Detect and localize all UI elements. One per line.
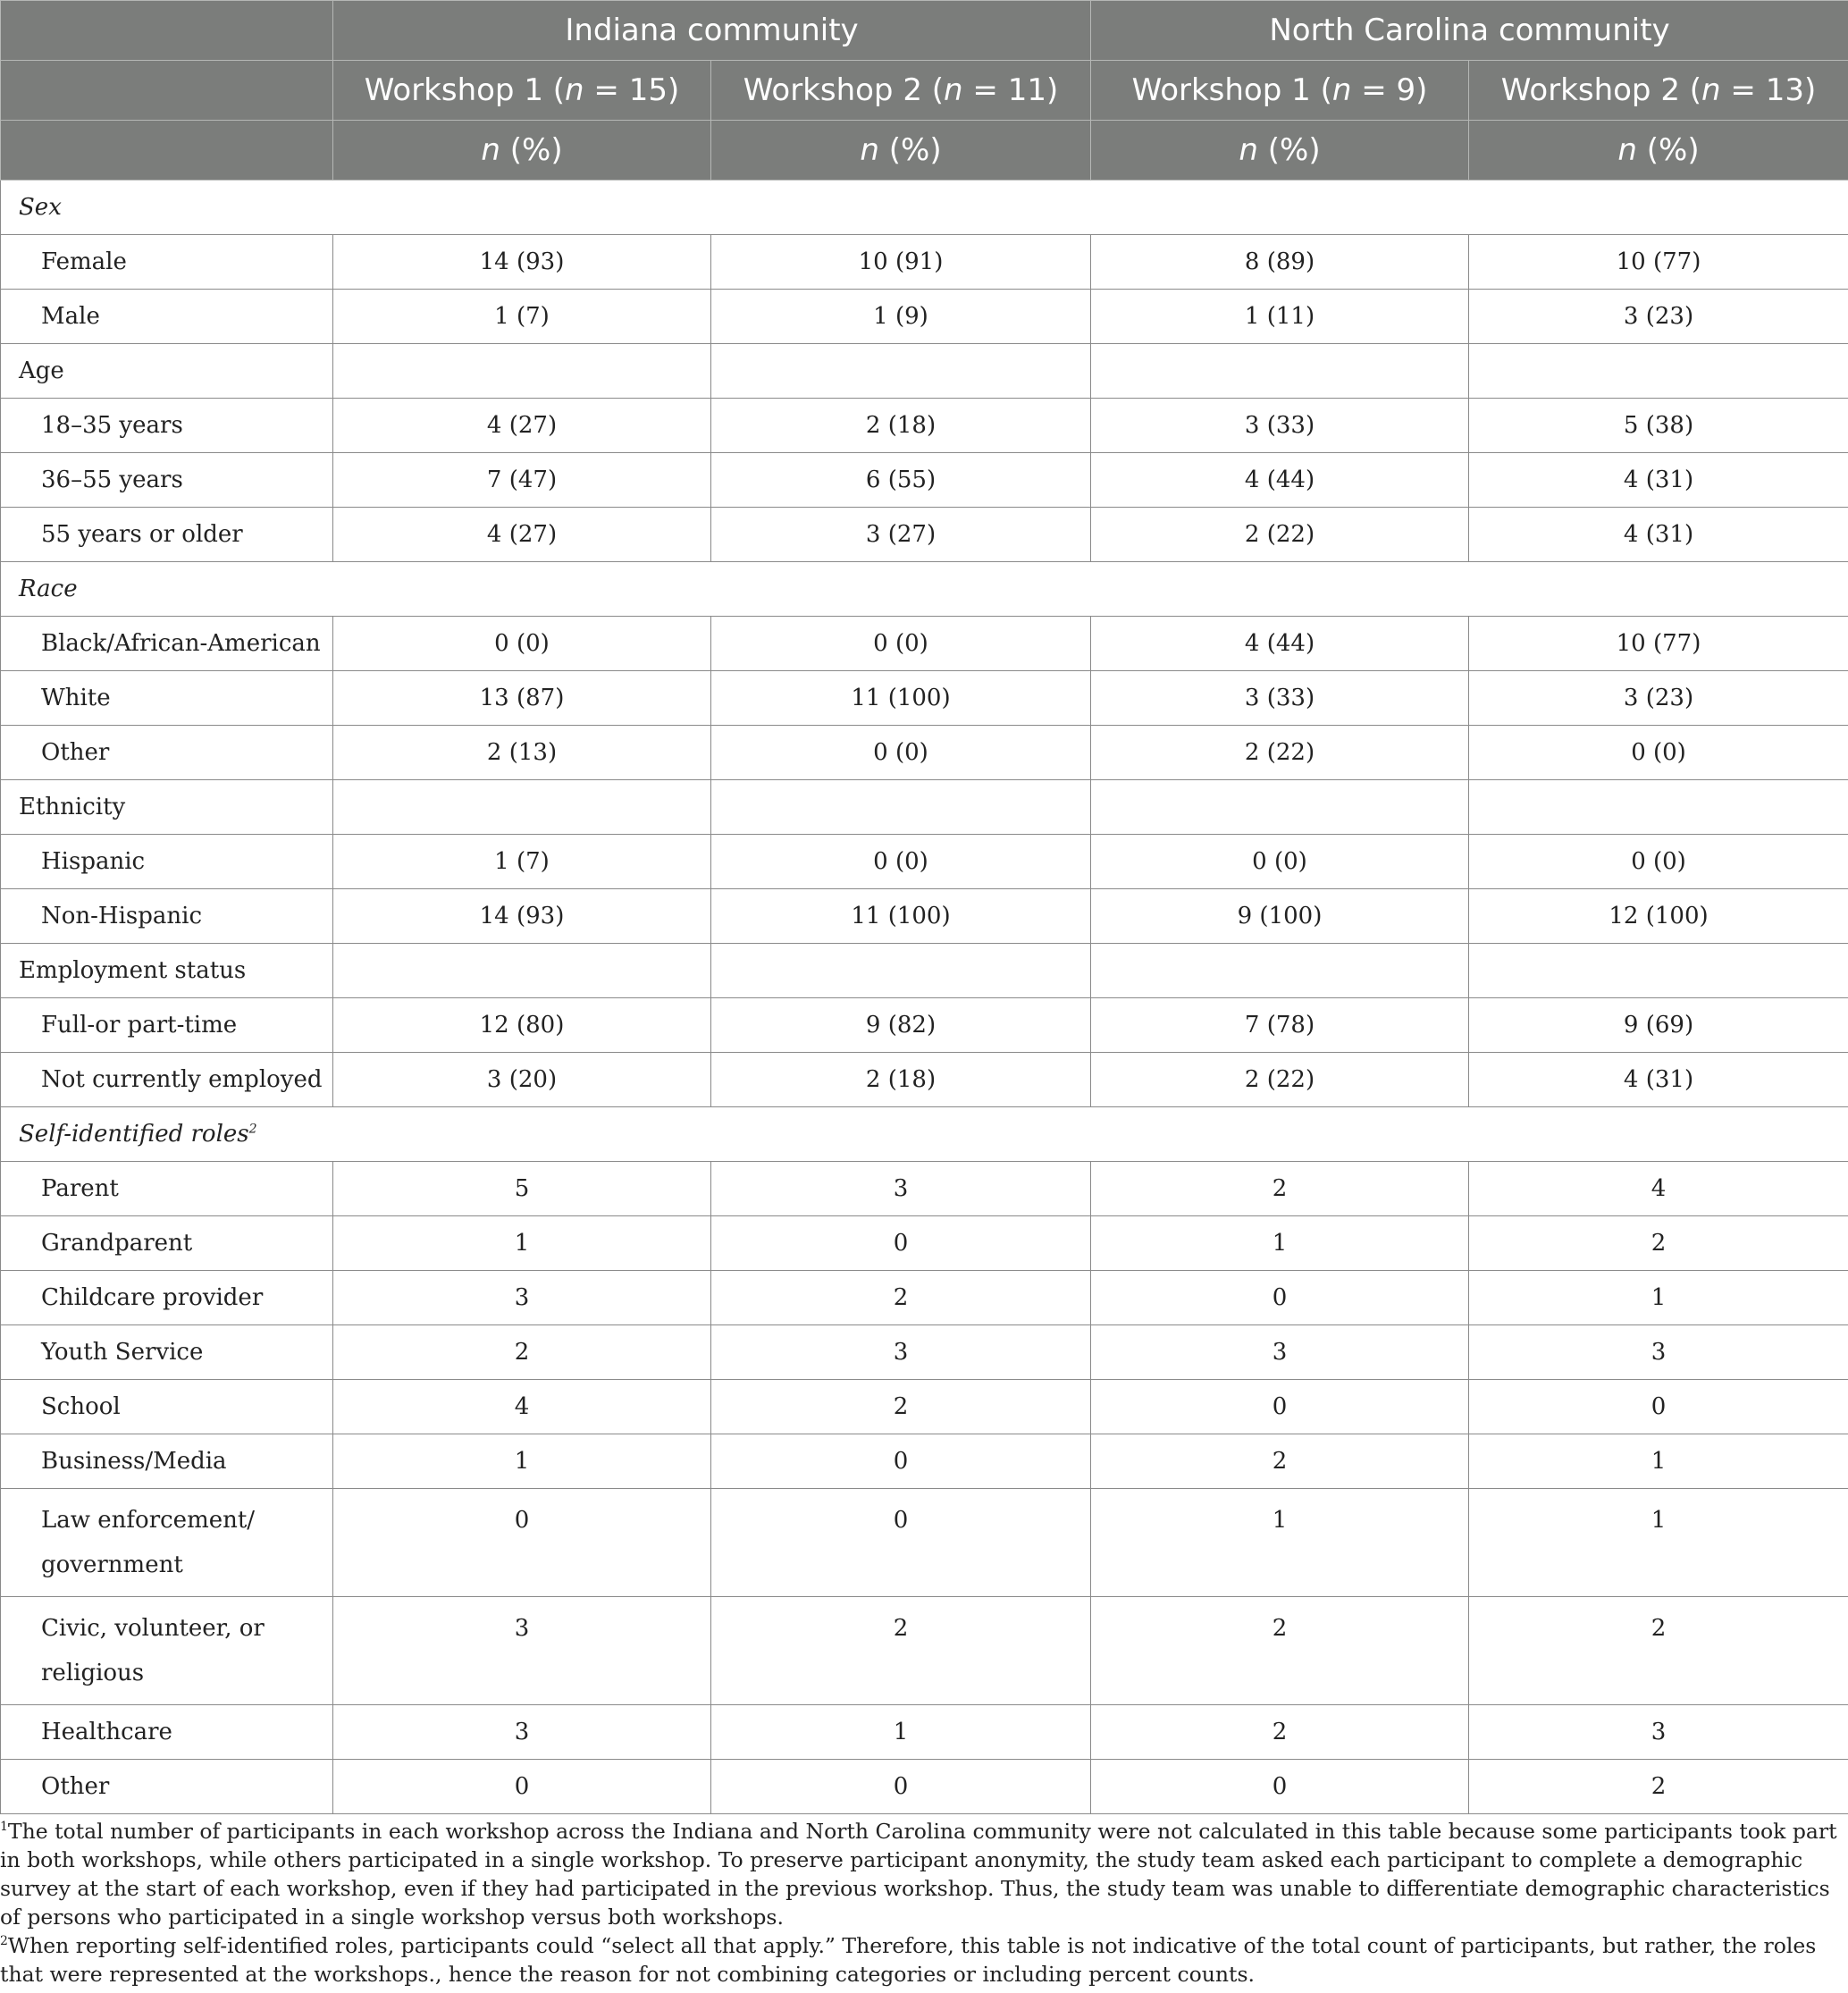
table-cell: 3 xyxy=(1091,1325,1469,1380)
table-cell: 11 (100) xyxy=(711,889,1091,944)
table-cell: 3 (33) xyxy=(1091,399,1469,453)
table-cell: 4 xyxy=(1469,1162,1848,1216)
table-body xyxy=(1,181,1848,1814)
header-unit xyxy=(711,121,1091,181)
table-cell: 2 (22) xyxy=(1091,726,1469,780)
table-cell: 3 xyxy=(1469,1325,1848,1380)
row-label: Female xyxy=(1,235,333,290)
table-row xyxy=(1,1760,1848,1814)
table-cell: 9 (100) xyxy=(1091,889,1469,944)
table-cell: 6 (55) xyxy=(711,453,1091,508)
table-cell-empty xyxy=(1091,780,1469,835)
row-label: Childcare provider xyxy=(1,1271,333,1325)
table-cell: 2 (13) xyxy=(333,726,711,780)
section-row xyxy=(1,181,1848,235)
table-cell: 0 (0) xyxy=(333,617,711,671)
table-row xyxy=(1,726,1848,780)
table-cell: 3 xyxy=(1469,1705,1848,1760)
table-row xyxy=(1,998,1848,1053)
table-cell-empty xyxy=(711,944,1091,998)
table-cell: 0 (0) xyxy=(711,617,1091,671)
table-cell: 2 xyxy=(711,1380,1091,1434)
header-workshop-3 xyxy=(1091,61,1469,121)
header-corner xyxy=(1,1,333,61)
table-row xyxy=(1,399,1848,453)
table-cell: 3 xyxy=(333,1271,711,1325)
section-row xyxy=(1,1107,1848,1162)
table-row xyxy=(1,1216,1848,1271)
table-cell-empty xyxy=(333,780,711,835)
table-cell-empty xyxy=(1091,344,1469,399)
table-cell: 2 xyxy=(711,1597,1091,1705)
header-group-north-carolina: North Carolina community xyxy=(1091,1,1848,61)
table-cell: 4 (31) xyxy=(1469,1053,1848,1107)
table-cell: 5 xyxy=(333,1162,711,1216)
table-cell: 14 (93) xyxy=(333,235,711,290)
table-cell: 0 (0) xyxy=(711,726,1091,780)
table-cell: 3 (33) xyxy=(1091,671,1469,726)
table-cell: 10 (77) xyxy=(1469,235,1848,290)
section-row xyxy=(1,344,1848,399)
table-cell: 0 xyxy=(333,1760,711,1814)
header-row-units xyxy=(1,121,1848,181)
table-cell: 0 xyxy=(1469,1380,1848,1434)
table-cell: 2 (22) xyxy=(1091,508,1469,562)
table-cell: 2 xyxy=(333,1325,711,1380)
table-cell-empty xyxy=(333,344,711,399)
table-cell: 1 xyxy=(1469,1489,1848,1597)
n-symbol: n xyxy=(860,132,879,168)
table-cell: 3 (23) xyxy=(1469,671,1848,726)
table-cell: 2 xyxy=(1091,1597,1469,1705)
table-row xyxy=(1,671,1848,726)
table-cell: 0 xyxy=(1091,1760,1469,1814)
header-corner xyxy=(1,61,333,121)
footnote-mark: 1 xyxy=(0,1820,8,1835)
section-row xyxy=(1,944,1848,998)
table-cell: 3 (20) xyxy=(333,1053,711,1107)
table-cell: 0 xyxy=(711,1434,1091,1489)
footnote-mark: 2 xyxy=(0,1934,8,1949)
table-cell-empty xyxy=(711,780,1091,835)
table-cell: 1 xyxy=(1469,1434,1848,1489)
table-row xyxy=(1,1162,1848,1216)
unit-percent: (%) xyxy=(878,132,942,168)
table-cell: 1 xyxy=(1091,1216,1469,1271)
row-label: Not currently employed xyxy=(1,1053,333,1107)
table-cell: 3 xyxy=(711,1162,1091,1216)
n-symbol: n xyxy=(1617,132,1637,168)
table-cell: 2 (18) xyxy=(711,399,1091,453)
table-cell: 0 xyxy=(333,1489,711,1597)
table-cell-empty xyxy=(1469,344,1848,399)
section-label xyxy=(1,181,1848,235)
header-unit xyxy=(333,121,711,181)
footnote-mark: 2 xyxy=(248,1122,257,1137)
table-cell: 1 xyxy=(333,1434,711,1489)
section-label xyxy=(1,944,333,998)
workshop-label: Workshop 2 ( xyxy=(743,72,945,108)
table-row xyxy=(1,1271,1848,1325)
table-cell: 4 xyxy=(333,1380,711,1434)
table-cell: 9 (69) xyxy=(1469,998,1848,1053)
row-label: Civic, volunteer, or religious xyxy=(1,1597,333,1705)
table-cell: 2 xyxy=(711,1271,1091,1325)
workshop-label: Workshop 2 ( xyxy=(1500,72,1702,108)
footnote xyxy=(0,1931,1848,1989)
header-workshop-1 xyxy=(333,61,711,121)
table-cell: 12 (80) xyxy=(333,998,711,1053)
row-label: 36–55 years xyxy=(1,453,333,508)
row-label: Business/Media xyxy=(1,1434,333,1489)
table-cell: 2 xyxy=(1091,1434,1469,1489)
header-group-indiana: Indiana community xyxy=(333,1,1091,61)
section-label-text: Self-identified roles xyxy=(19,1121,249,1148)
table-cell: 1 xyxy=(1091,1489,1469,1597)
row-label: Youth Service xyxy=(1,1325,333,1380)
section-label-text: Race xyxy=(19,576,78,602)
table-cell: 11 (100) xyxy=(711,671,1091,726)
table-row xyxy=(1,1053,1848,1107)
table-header xyxy=(1,1,1848,181)
table-cell: 2 xyxy=(1091,1162,1469,1216)
section-label xyxy=(1,344,333,399)
table-cell-empty xyxy=(711,344,1091,399)
table-cell: 3 (23) xyxy=(1469,290,1848,344)
table-cell: 1 (7) xyxy=(333,835,711,889)
n-symbol: n xyxy=(1331,72,1352,108)
table-cell: 0 (0) xyxy=(1091,835,1469,889)
workshop-count: = 9) xyxy=(1351,72,1428,108)
row-label: Grandparent xyxy=(1,1216,333,1271)
unit-percent: (%) xyxy=(1257,132,1321,168)
n-symbol: n xyxy=(944,72,963,108)
table-cell: 1 (7) xyxy=(333,290,711,344)
table-cell: 1 xyxy=(333,1216,711,1271)
row-label: Black/African-American xyxy=(1,617,333,671)
table-cell: 2 (18) xyxy=(711,1053,1091,1107)
table-cell: 0 xyxy=(711,1489,1091,1597)
table-cell: 2 xyxy=(1091,1705,1469,1760)
row-label: School xyxy=(1,1380,333,1434)
row-label: White xyxy=(1,671,333,726)
table-cell-empty xyxy=(333,944,711,998)
section-label-text: Age xyxy=(19,357,64,384)
table-cell: 0 xyxy=(711,1216,1091,1271)
table-cell-empty xyxy=(1469,780,1848,835)
table-cell-empty xyxy=(1469,944,1848,998)
row-label: Other xyxy=(1,726,333,780)
table-row xyxy=(1,290,1848,344)
row-label: Non-Hispanic xyxy=(1,889,333,944)
table-cell: 1 (11) xyxy=(1091,290,1469,344)
row-label: Full-or part-time xyxy=(1,998,333,1053)
section-label-text: Ethnicity xyxy=(19,794,126,820)
table-cell: 1 xyxy=(1469,1271,1848,1325)
row-label: Healthcare xyxy=(1,1705,333,1760)
row-label: Male xyxy=(1,290,333,344)
table-cell: 3 xyxy=(333,1705,711,1760)
table-cell: 4 (27) xyxy=(333,399,711,453)
n-symbol: n xyxy=(1701,72,1721,108)
table-cell: 8 (89) xyxy=(1091,235,1469,290)
table-cell: 3 xyxy=(711,1325,1091,1380)
table-cell: 1 (9) xyxy=(711,290,1091,344)
header-unit xyxy=(1469,121,1848,181)
n-symbol: n xyxy=(565,72,584,108)
table-cell: 2 xyxy=(1469,1216,1848,1271)
section-row xyxy=(1,562,1848,617)
header-row-workshops xyxy=(1,61,1848,121)
table-cell: 4 (44) xyxy=(1091,617,1469,671)
header-workshop-4 xyxy=(1469,61,1848,121)
table-row xyxy=(1,1325,1848,1380)
table-cell: 0 (0) xyxy=(711,835,1091,889)
table-cell: 1 xyxy=(711,1705,1091,1760)
table-cell: 4 (31) xyxy=(1469,453,1848,508)
footnote-text: When reporting self-identified roles, participants could “select all that apply.” Therefore, this table is not indicative of the total count of participants, but rather, the roles that were represented at the workshops., hence the reason for not combining categories or including percent counts. xyxy=(0,1933,1817,1987)
table-cell: 4 (31) xyxy=(1469,508,1848,562)
table-row xyxy=(1,1597,1848,1705)
section-label xyxy=(1,562,1848,617)
footnote-text: The total number of participants in each workshop across the Indiana and North Carolina community were not calculated in this table because some participants took part in both workshops, while others participated in a single workshop. To preserve participant anonymity, the study team asked each participant to complete a demographic survey at the start of each workshop, even if they had participated in the previous workshop. Thus, the study team was unable to differentiate demographic characteristics of persons who participated in a single workshop versus both workshops. xyxy=(0,1819,1837,1930)
unit-percent: (%) xyxy=(1636,132,1700,168)
table-row xyxy=(1,453,1848,508)
table-cell: 10 (91) xyxy=(711,235,1091,290)
section-label-text: Employment status xyxy=(19,957,247,984)
table-row xyxy=(1,835,1848,889)
n-symbol: n xyxy=(1239,132,1258,168)
table-cell: 13 (87) xyxy=(333,671,711,726)
workshop-count: = 15) xyxy=(584,72,680,108)
table-cell: 2 xyxy=(1469,1597,1848,1705)
row-label: Law enforcement/ government xyxy=(1,1489,333,1597)
row-label: Hispanic xyxy=(1,835,333,889)
table-cell-empty xyxy=(1091,944,1469,998)
header-row-groups xyxy=(1,1,1848,61)
workshop-label: Workshop 1 ( xyxy=(364,72,566,108)
table-cell: 14 (93) xyxy=(333,889,711,944)
footnotes xyxy=(0,1817,1848,1989)
header-corner xyxy=(1,121,333,181)
header-unit xyxy=(1091,121,1469,181)
table-cell: 0 (0) xyxy=(1469,726,1848,780)
table-row xyxy=(1,617,1848,671)
footnote xyxy=(0,1817,1848,1931)
table-cell: 3 xyxy=(333,1597,711,1705)
table-cell: 12 (100) xyxy=(1469,889,1848,944)
table-row xyxy=(1,1489,1848,1597)
table-cell: 2 xyxy=(1469,1760,1848,1814)
table-cell: 0 xyxy=(1091,1271,1469,1325)
table-cell: 0 xyxy=(1091,1380,1469,1434)
unit-percent: (%) xyxy=(500,132,563,168)
table-row xyxy=(1,1380,1848,1434)
row-label: 18–35 years xyxy=(1,399,333,453)
table-cell: 2 (22) xyxy=(1091,1053,1469,1107)
table-row xyxy=(1,1705,1848,1760)
table-cell: 7 (78) xyxy=(1091,998,1469,1053)
table-row xyxy=(1,889,1848,944)
table-cell: 0 xyxy=(711,1760,1091,1814)
row-label: Other xyxy=(1,1760,333,1814)
table-row xyxy=(1,235,1848,290)
workshop-label: Workshop 1 ( xyxy=(1131,72,1332,108)
table-cell: 4 (44) xyxy=(1091,453,1469,508)
section-label xyxy=(1,1107,1848,1162)
row-label: Parent xyxy=(1,1162,333,1216)
section-row xyxy=(1,780,1848,835)
table-cell: 3 (27) xyxy=(711,508,1091,562)
section-label xyxy=(1,780,333,835)
table-row xyxy=(1,508,1848,562)
table-cell: 9 (82) xyxy=(711,998,1091,1053)
table-cell: 4 (27) xyxy=(333,508,711,562)
table-cell: 5 (38) xyxy=(1469,399,1848,453)
section-label-text: Sex xyxy=(19,194,62,221)
workshop-count: = 11) xyxy=(962,72,1059,108)
table-cell: 7 (47) xyxy=(333,453,711,508)
workshop-count: = 13) xyxy=(1720,72,1817,108)
table-cell: 10 (77) xyxy=(1469,617,1848,671)
n-symbol: n xyxy=(481,132,500,168)
row-label: 55 years or older xyxy=(1,508,333,562)
table-row xyxy=(1,1434,1848,1489)
table-cell: 0 (0) xyxy=(1469,835,1848,889)
header-workshop-2 xyxy=(711,61,1091,121)
